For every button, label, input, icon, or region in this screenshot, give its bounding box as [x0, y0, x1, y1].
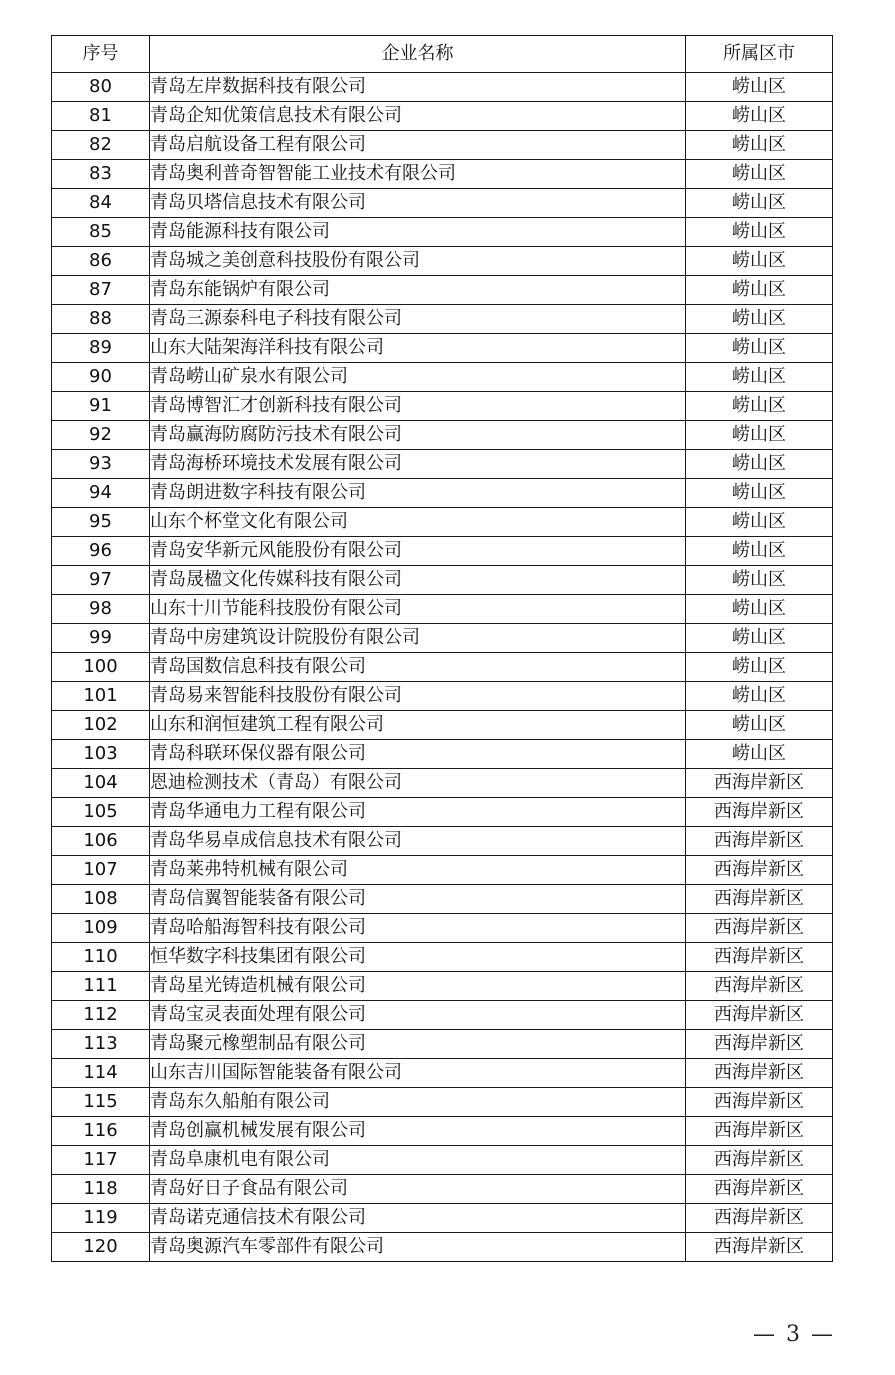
table-row [52, 1175, 833, 1204]
cell-company-name: 青岛华通电力工程有限公司 [150, 798, 686, 827]
page-number: — 3 — [753, 1322, 835, 1347]
cell-serial-number: 80 [52, 73, 150, 102]
cell-serial-number: 89 [52, 334, 150, 363]
table-row [52, 856, 833, 885]
cell-district: 崂山区 [686, 450, 833, 479]
cell-serial-number: 116 [52, 1117, 150, 1146]
cell-district: 西海岸新区 [686, 885, 833, 914]
cell-district: 西海岸新区 [686, 1233, 833, 1262]
cell-serial-number: 109 [52, 914, 150, 943]
table-row [52, 276, 833, 305]
cell-district: 崂山区 [686, 624, 833, 653]
table-row [52, 1001, 833, 1030]
cell-district: 崂山区 [686, 740, 833, 769]
cell-district: 崂山区 [686, 508, 833, 537]
cell-district: 崂山区 [686, 653, 833, 682]
cell-district: 崂山区 [686, 595, 833, 624]
cell-company-name: 青岛中房建筑设计院股份有限公司 [150, 624, 686, 653]
cell-district: 西海岸新区 [686, 769, 833, 798]
cell-company-name: 青岛能源科技有限公司 [150, 218, 686, 247]
cell-serial-number: 113 [52, 1030, 150, 1059]
cell-company-name: 青岛华易卓成信息技术有限公司 [150, 827, 686, 856]
cell-district: 崂山区 [686, 334, 833, 363]
cell-company-name: 青岛科联环保仪器有限公司 [150, 740, 686, 769]
table-row [52, 624, 833, 653]
cell-company-name: 青岛国数信息科技有限公司 [150, 653, 686, 682]
cell-serial-number: 82 [52, 131, 150, 160]
table-row [52, 479, 833, 508]
table-row [52, 1030, 833, 1059]
cell-serial-number: 98 [52, 595, 150, 624]
cell-serial-number: 119 [52, 1204, 150, 1233]
cell-company-name: 青岛博智汇才创新科技有限公司 [150, 392, 686, 421]
cell-district: 西海岸新区 [686, 856, 833, 885]
table-row [52, 595, 833, 624]
cell-serial-number: 93 [52, 450, 150, 479]
cell-company-name: 青岛左岸数据科技有限公司 [150, 73, 686, 102]
cell-company-name: 青岛哈船海智科技有限公司 [150, 914, 686, 943]
cell-company-name: 山东和润恒建筑工程有限公司 [150, 711, 686, 740]
table-row [52, 827, 833, 856]
table-row [52, 769, 833, 798]
table-row [52, 1146, 833, 1175]
cell-company-name: 山东吉川国际智能装备有限公司 [150, 1059, 686, 1088]
cell-serial-number: 81 [52, 102, 150, 131]
cell-company-name: 青岛城之美创意科技股份有限公司 [150, 247, 686, 276]
cell-district: 西海岸新区 [686, 1175, 833, 1204]
cell-district: 崂山区 [686, 479, 833, 508]
cell-serial-number: 97 [52, 566, 150, 595]
cell-company-name: 青岛诺克通信技术有限公司 [150, 1204, 686, 1233]
cell-district: 崂山区 [686, 682, 833, 711]
cell-serial-number: 103 [52, 740, 150, 769]
cell-serial-number: 85 [52, 218, 150, 247]
cell-district: 崂山区 [686, 711, 833, 740]
cell-company-name: 青岛阜康机电有限公司 [150, 1146, 686, 1175]
cell-district: 崂山区 [686, 421, 833, 450]
cell-district: 西海岸新区 [686, 914, 833, 943]
cell-district: 崂山区 [686, 305, 833, 334]
table-row [52, 247, 833, 276]
table-row [52, 131, 833, 160]
cell-district: 崂山区 [686, 392, 833, 421]
table-header [52, 36, 833, 73]
cell-company-name: 青岛创赢机械发展有限公司 [150, 1117, 686, 1146]
cell-serial-number: 104 [52, 769, 150, 798]
cell-district: 崂山区 [686, 218, 833, 247]
cell-district: 崂山区 [686, 73, 833, 102]
table-row [52, 363, 833, 392]
table-row [52, 1204, 833, 1233]
table-row [52, 943, 833, 972]
cell-district: 西海岸新区 [686, 972, 833, 1001]
cell-serial-number: 87 [52, 276, 150, 305]
cell-serial-number: 111 [52, 972, 150, 1001]
cell-company-name: 青岛莱弗特机械有限公司 [150, 856, 686, 885]
cell-company-name: 恩迪检测技术（青岛）有限公司 [150, 769, 686, 798]
cell-company-name: 山东个杯堂文化有限公司 [150, 508, 686, 537]
cell-serial-number: 92 [52, 421, 150, 450]
cell-district: 西海岸新区 [686, 1204, 833, 1233]
cell-serial-number: 86 [52, 247, 150, 276]
table-row [52, 334, 833, 363]
cell-district: 西海岸新区 [686, 1059, 833, 1088]
cell-company-name: 青岛贝塔信息技术有限公司 [150, 189, 686, 218]
cell-serial-number: 95 [52, 508, 150, 537]
cell-serial-number: 84 [52, 189, 150, 218]
table-row [52, 392, 833, 421]
cell-district: 西海岸新区 [686, 1088, 833, 1117]
table-row [52, 885, 833, 914]
cell-company-name: 青岛崂山矿泉水有限公司 [150, 363, 686, 392]
cell-company-name: 青岛宝灵表面处理有限公司 [150, 1001, 686, 1030]
cell-district: 西海岸新区 [686, 1001, 833, 1030]
cell-district: 西海岸新区 [686, 1146, 833, 1175]
table-row [52, 711, 833, 740]
cell-serial-number: 112 [52, 1001, 150, 1030]
cell-company-name: 青岛奥源汽车零部件有限公司 [150, 1233, 686, 1262]
cell-serial-number: 106 [52, 827, 150, 856]
cell-company-name: 青岛易来智能科技股份有限公司 [150, 682, 686, 711]
cell-company-name: 青岛赢海防腐防污技术有限公司 [150, 421, 686, 450]
cell-serial-number: 94 [52, 479, 150, 508]
cell-serial-number: 107 [52, 856, 150, 885]
cell-company-name: 青岛星光铸造机械有限公司 [150, 972, 686, 1001]
cell-company-name: 青岛朗进数字科技有限公司 [150, 479, 686, 508]
cell-district: 崂山区 [686, 247, 833, 276]
cell-district: 西海岸新区 [686, 798, 833, 827]
table-row [52, 914, 833, 943]
table-row [52, 1117, 833, 1146]
table-row [52, 305, 833, 334]
table-row [52, 450, 833, 479]
cell-company-name: 青岛奥利普奇智智能工业技术有限公司 [150, 160, 686, 189]
table-body [52, 73, 833, 1262]
table-row [52, 566, 833, 595]
cell-serial-number: 91 [52, 392, 150, 421]
cell-district: 崂山区 [686, 102, 833, 131]
cell-district: 崂山区 [686, 537, 833, 566]
cell-company-name: 青岛东久船舶有限公司 [150, 1088, 686, 1117]
cell-company-name: 青岛企知优策信息技术有限公司 [150, 102, 686, 131]
cell-company-name: 青岛启航设备工程有限公司 [150, 131, 686, 160]
cell-district: 西海岸新区 [686, 827, 833, 856]
cell-district: 西海岸新区 [686, 943, 833, 972]
table-row [52, 798, 833, 827]
table-row [52, 740, 833, 769]
cell-serial-number: 120 [52, 1233, 150, 1262]
header-company-name: 企业名称 [150, 36, 686, 73]
cell-serial-number: 110 [52, 943, 150, 972]
cell-company-name: 青岛晟楹文化传媒科技有限公司 [150, 566, 686, 595]
cell-district: 崂山区 [686, 566, 833, 595]
cell-district: 崂山区 [686, 131, 833, 160]
cell-serial-number: 99 [52, 624, 150, 653]
cell-district: 崂山区 [686, 160, 833, 189]
cell-company-name: 青岛安华新元风能股份有限公司 [150, 537, 686, 566]
table-row [52, 160, 833, 189]
cell-company-name: 山东大陆架海洋科技有限公司 [150, 334, 686, 363]
table-row [52, 1059, 833, 1088]
table-row [52, 73, 833, 102]
cell-company-name: 青岛信翼智能装备有限公司 [150, 885, 686, 914]
cell-serial-number: 118 [52, 1175, 150, 1204]
cell-serial-number: 105 [52, 798, 150, 827]
cell-district: 西海岸新区 [686, 1117, 833, 1146]
company-table [51, 35, 833, 1262]
cell-district: 崂山区 [686, 189, 833, 218]
table-row [52, 421, 833, 450]
cell-serial-number: 115 [52, 1088, 150, 1117]
cell-company-name: 山东十川节能科技股份有限公司 [150, 595, 686, 624]
cell-serial-number: 83 [52, 160, 150, 189]
header-serial-number: 序号 [52, 36, 150, 73]
cell-district: 西海岸新区 [686, 1030, 833, 1059]
cell-serial-number: 100 [52, 653, 150, 682]
table-row [52, 508, 833, 537]
table-row [52, 537, 833, 566]
cell-serial-number: 102 [52, 711, 150, 740]
table-row [52, 1088, 833, 1117]
table-row [52, 218, 833, 247]
cell-serial-number: 101 [52, 682, 150, 711]
table-row [52, 682, 833, 711]
table-row [52, 189, 833, 218]
cell-company-name: 恒华数字科技集团有限公司 [150, 943, 686, 972]
table-row [52, 102, 833, 131]
cell-serial-number: 96 [52, 537, 150, 566]
cell-company-name: 青岛好日子食品有限公司 [150, 1175, 686, 1204]
table-row [52, 653, 833, 682]
cell-serial-number: 88 [52, 305, 150, 334]
cell-company-name: 青岛聚元橡塑制品有限公司 [150, 1030, 686, 1059]
cell-company-name: 青岛东能锅炉有限公司 [150, 276, 686, 305]
header-district: 所属区市 [686, 36, 833, 73]
cell-company-name: 青岛三源泰科电子科技有限公司 [150, 305, 686, 334]
cell-serial-number: 90 [52, 363, 150, 392]
cell-serial-number: 117 [52, 1146, 150, 1175]
table-row [52, 1233, 833, 1262]
cell-serial-number: 114 [52, 1059, 150, 1088]
table-header-row [52, 36, 833, 73]
table-row [52, 972, 833, 1001]
cell-company-name: 青岛海桥环境技术发展有限公司 [150, 450, 686, 479]
cell-district: 崂山区 [686, 363, 833, 392]
cell-serial-number: 108 [52, 885, 150, 914]
cell-district: 崂山区 [686, 276, 833, 305]
